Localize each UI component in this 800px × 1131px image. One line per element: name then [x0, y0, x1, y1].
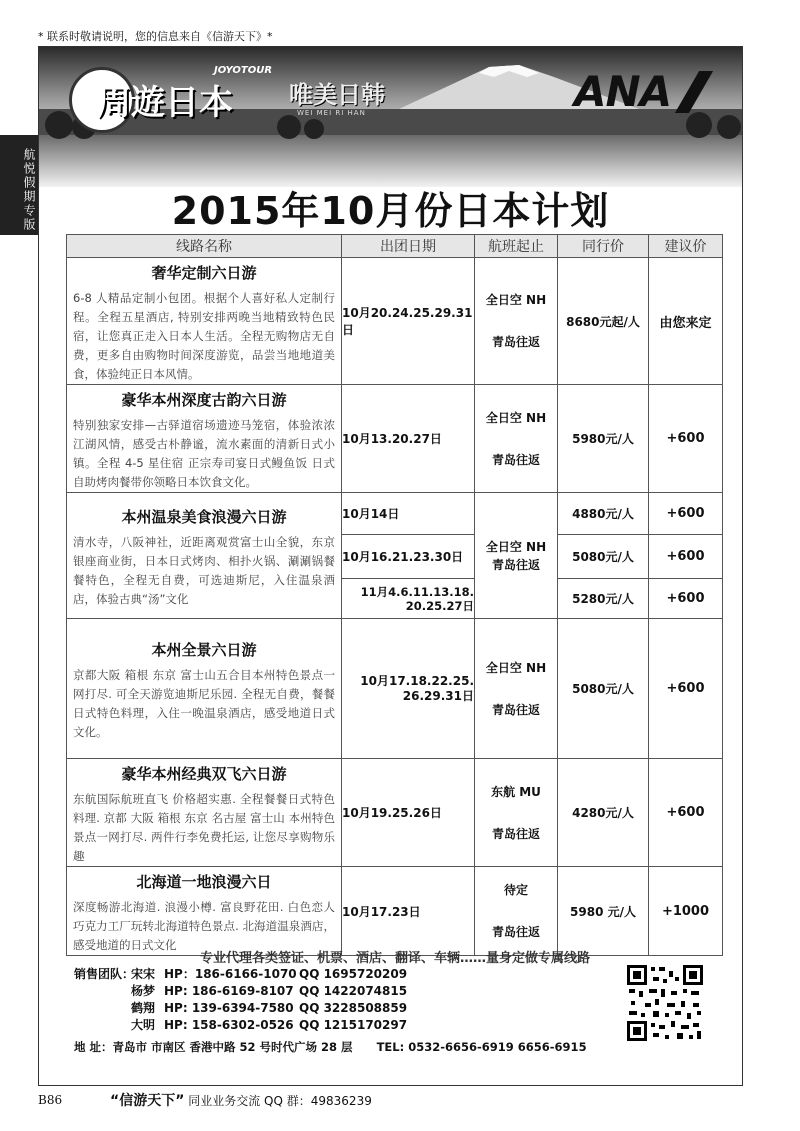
- flight-cell: [475, 867, 558, 956]
- table-row: [67, 759, 723, 867]
- route-cell: [67, 867, 342, 956]
- source-note: * 联系时敬请说明，您的信息来自《信游天下》*: [38, 30, 273, 43]
- header-flight: 航班起止: [475, 235, 558, 258]
- contact-qq: QQ 1695720209: [299, 967, 408, 981]
- route-desc: 京都大阪 箱根 东京 富士山五合目本州特色景点一网打尽. 可全天游览迪斯尼乐园. 全程无自费，餐餐日式特色料理，入住一晚温泉酒店，感受地道日式文化。: [73, 668, 335, 739]
- suggested-price: +600: [649, 619, 723, 759]
- route-cell: [67, 759, 342, 867]
- sales-team: [74, 966, 407, 1034]
- page-number: B86: [38, 1093, 63, 1107]
- address-label: 地 址：: [74, 1040, 113, 1054]
- contact-qq: QQ 1422074815: [299, 984, 408, 998]
- route-cell: [67, 493, 342, 619]
- contact-qq: QQ 1215170297: [299, 1018, 408, 1032]
- flight-cell: [475, 385, 558, 493]
- itinerary-table: [66, 234, 723, 956]
- suggested-price: +600: [649, 385, 723, 493]
- contact-phone: HP：186-6166-1070: [164, 967, 297, 981]
- peer-price: 5080元/人: [558, 535, 649, 579]
- contact-name: 鹤翔: [131, 1001, 156, 1015]
- departure-date: 10月14日: [342, 493, 475, 535]
- airline: 待定: [503, 883, 528, 897]
- banner: [39, 47, 742, 187]
- route-name: 本州全景六日游: [151, 641, 257, 659]
- side-tab: 航悦假期专版: [0, 135, 38, 235]
- route-cell: [67, 619, 342, 759]
- route-origin: 青岛往返: [491, 702, 540, 717]
- airline: 全日空 NH: [485, 293, 547, 307]
- bottom-qq-group: 同业业务交流 QQ 群：49836239: [188, 1094, 372, 1108]
- logo-joyotour-en: JOYOTOUR: [214, 65, 273, 76]
- flight-cell: [475, 759, 558, 867]
- route-desc: 东航国际航班直飞 价格超实惠. 全程餐餐日式特色料理. 京都 大阪 箱根 东京 名古屋 富士山 本州特色景点一网打尽. 两件行李免费托运, 让您尽享购物乐趣: [73, 792, 335, 863]
- suggested-price: +1000: [649, 867, 723, 956]
- route-name: 豪华本州深度古韵六日游: [121, 391, 287, 409]
- contact-phone: HP: 158-6302-0526: [164, 1018, 294, 1032]
- logo-joyotour: 周遊日本: [97, 83, 233, 123]
- route-name: 北海道一地浪漫六日: [136, 873, 272, 891]
- telephone: TEL: 0532-6656-6919 6656-6915: [376, 1040, 587, 1054]
- route-name: 本州温泉美食浪漫六日游: [121, 508, 287, 526]
- contact-name: 宋宋: [131, 967, 156, 981]
- contact-name: 大明: [131, 1018, 156, 1032]
- suggested-price: 由您来定: [649, 258, 723, 385]
- route-desc: 6-8 人精品定制小包团。根据个人喜好私人定制行程。全程五星酒店, 特别安排两晚当地精致特色民宿，让您真正走入日本人生活。全程无购物店无自费，更多自由购物时间深度游览，品尝当地地道美食，体验纯正日本风情。: [73, 291, 335, 381]
- route-name: 奢华定制六日游: [151, 264, 257, 282]
- qr-code-icon: [625, 963, 705, 1043]
- departure-date: 10月19.25.26日: [342, 759, 475, 867]
- contact-phone: HP: 186-6169-8107: [164, 984, 294, 998]
- bottom-brand: “信游天下”: [110, 1093, 185, 1109]
- suggested-price: +600: [649, 579, 723, 619]
- address-line: [74, 1039, 587, 1055]
- address: 青岛市 市南区 香港中路 52 号时代广场 28 层: [112, 1040, 353, 1054]
- contact-row: [74, 966, 407, 983]
- table-row: [67, 619, 723, 759]
- departure-date: 10月20.24.25.29.31日: [342, 258, 475, 385]
- departure-date: 10月17.23日: [342, 867, 475, 956]
- header-date: 出团日期: [342, 235, 475, 258]
- suggested-price: +600: [649, 759, 723, 867]
- service-slogan: 专业代理各类签证、机票、酒店、翻译、车辆……量身定做专属线路: [199, 951, 590, 966]
- peer-price: 8680元起/人: [558, 258, 649, 385]
- route-origin: 青岛往返: [491, 925, 540, 939]
- route-origin: 青岛往返: [491, 452, 540, 467]
- table-row: [67, 493, 723, 535]
- peer-price: 5280元/人: [558, 579, 649, 619]
- peer-price: 4280元/人: [558, 759, 649, 867]
- contact-row: [74, 1017, 407, 1034]
- airline: 全日空 NH: [485, 660, 547, 675]
- header-suggested-price: 建议价: [649, 235, 723, 258]
- route-desc: 深度畅游北海道. 浪漫小樽. 富良野花田. 白色恋人巧克力工厂玩转北海道特色景点. 北海道温泉酒店，感受地道的日式文化: [73, 900, 335, 952]
- peer-price: 5980 元/人: [558, 867, 649, 956]
- header-peer-price: 同行价: [558, 235, 649, 258]
- table-row: [67, 867, 723, 956]
- header-route: 线路名称: [67, 235, 342, 258]
- logo-weimei-en: WEI MEI RI HAN: [297, 109, 366, 117]
- departure-date: 11月4.6.11.13.18. 20.25.27日: [342, 579, 475, 619]
- sales-team-label: 销售团队：: [74, 967, 135, 981]
- route-desc: 清水寺，八阪神社，近距离观赏富士山全貌，东京银座商业街，日本日式烤肉、相扑火锅、涮涮锅餐餐特色，全程无自费，可选迪斯尼，入住温泉酒店，体验古典“汤”文化: [73, 535, 335, 606]
- route-cell: [67, 258, 342, 385]
- route-origin: 青岛往返: [491, 557, 540, 572]
- peer-price: 4880元/人: [558, 493, 649, 535]
- logo-weimei: 唯美日韩: [289, 80, 385, 109]
- route-cell: [67, 385, 342, 493]
- suggested-price: +600: [649, 535, 723, 579]
- flight-cell: [475, 258, 558, 385]
- table-header-row: [67, 235, 723, 258]
- departure-date: 10月13.20.27日: [342, 385, 475, 493]
- airline: 全日空 NH: [485, 410, 547, 425]
- contact-row: [74, 983, 407, 1000]
- airline: 东航 MU: [491, 784, 541, 799]
- route-name: 豪华本州经典双飞六日游: [121, 765, 287, 783]
- ana-logo: ANA: [574, 67, 672, 116]
- flight-cell: [475, 619, 558, 759]
- table-row: [67, 258, 723, 385]
- contact-row: [74, 1000, 407, 1017]
- departure-date: 10月17.18.22.25. 26.29.31日: [342, 619, 475, 759]
- contact-qq: QQ 3228508859: [299, 1001, 408, 1015]
- route-desc: 特别独家安排—古驿道宿场遗迹马笼宿，体验浓浓江湖风情，感受古朴静谧，流水素面的清新日式小镇。全程 4-5 星住宿 正宗寿司宴日式鳗鱼饭 日式自助烤肉餐带你领略日本饮食文化。: [73, 418, 335, 489]
- departure-date: 10月16.21.23.30日: [342, 535, 475, 579]
- contact-phone: HP: 139-6394-7580: [164, 1001, 294, 1015]
- page-title: 2015年10月份日本计划: [171, 189, 610, 233]
- airline: 全日空 NH: [485, 539, 547, 554]
- flight-cell: [475, 493, 558, 619]
- route-origin: 青岛往返: [491, 826, 540, 841]
- table-row: [67, 385, 723, 493]
- peer-price: 5080元/人: [558, 619, 649, 759]
- suggested-price: +600: [649, 493, 723, 535]
- bottom-info: [110, 1090, 372, 1110]
- peer-price: 5980元/人: [558, 385, 649, 493]
- contact-name: 杨梦: [131, 984, 156, 998]
- route-origin: 青岛往返: [491, 335, 540, 349]
